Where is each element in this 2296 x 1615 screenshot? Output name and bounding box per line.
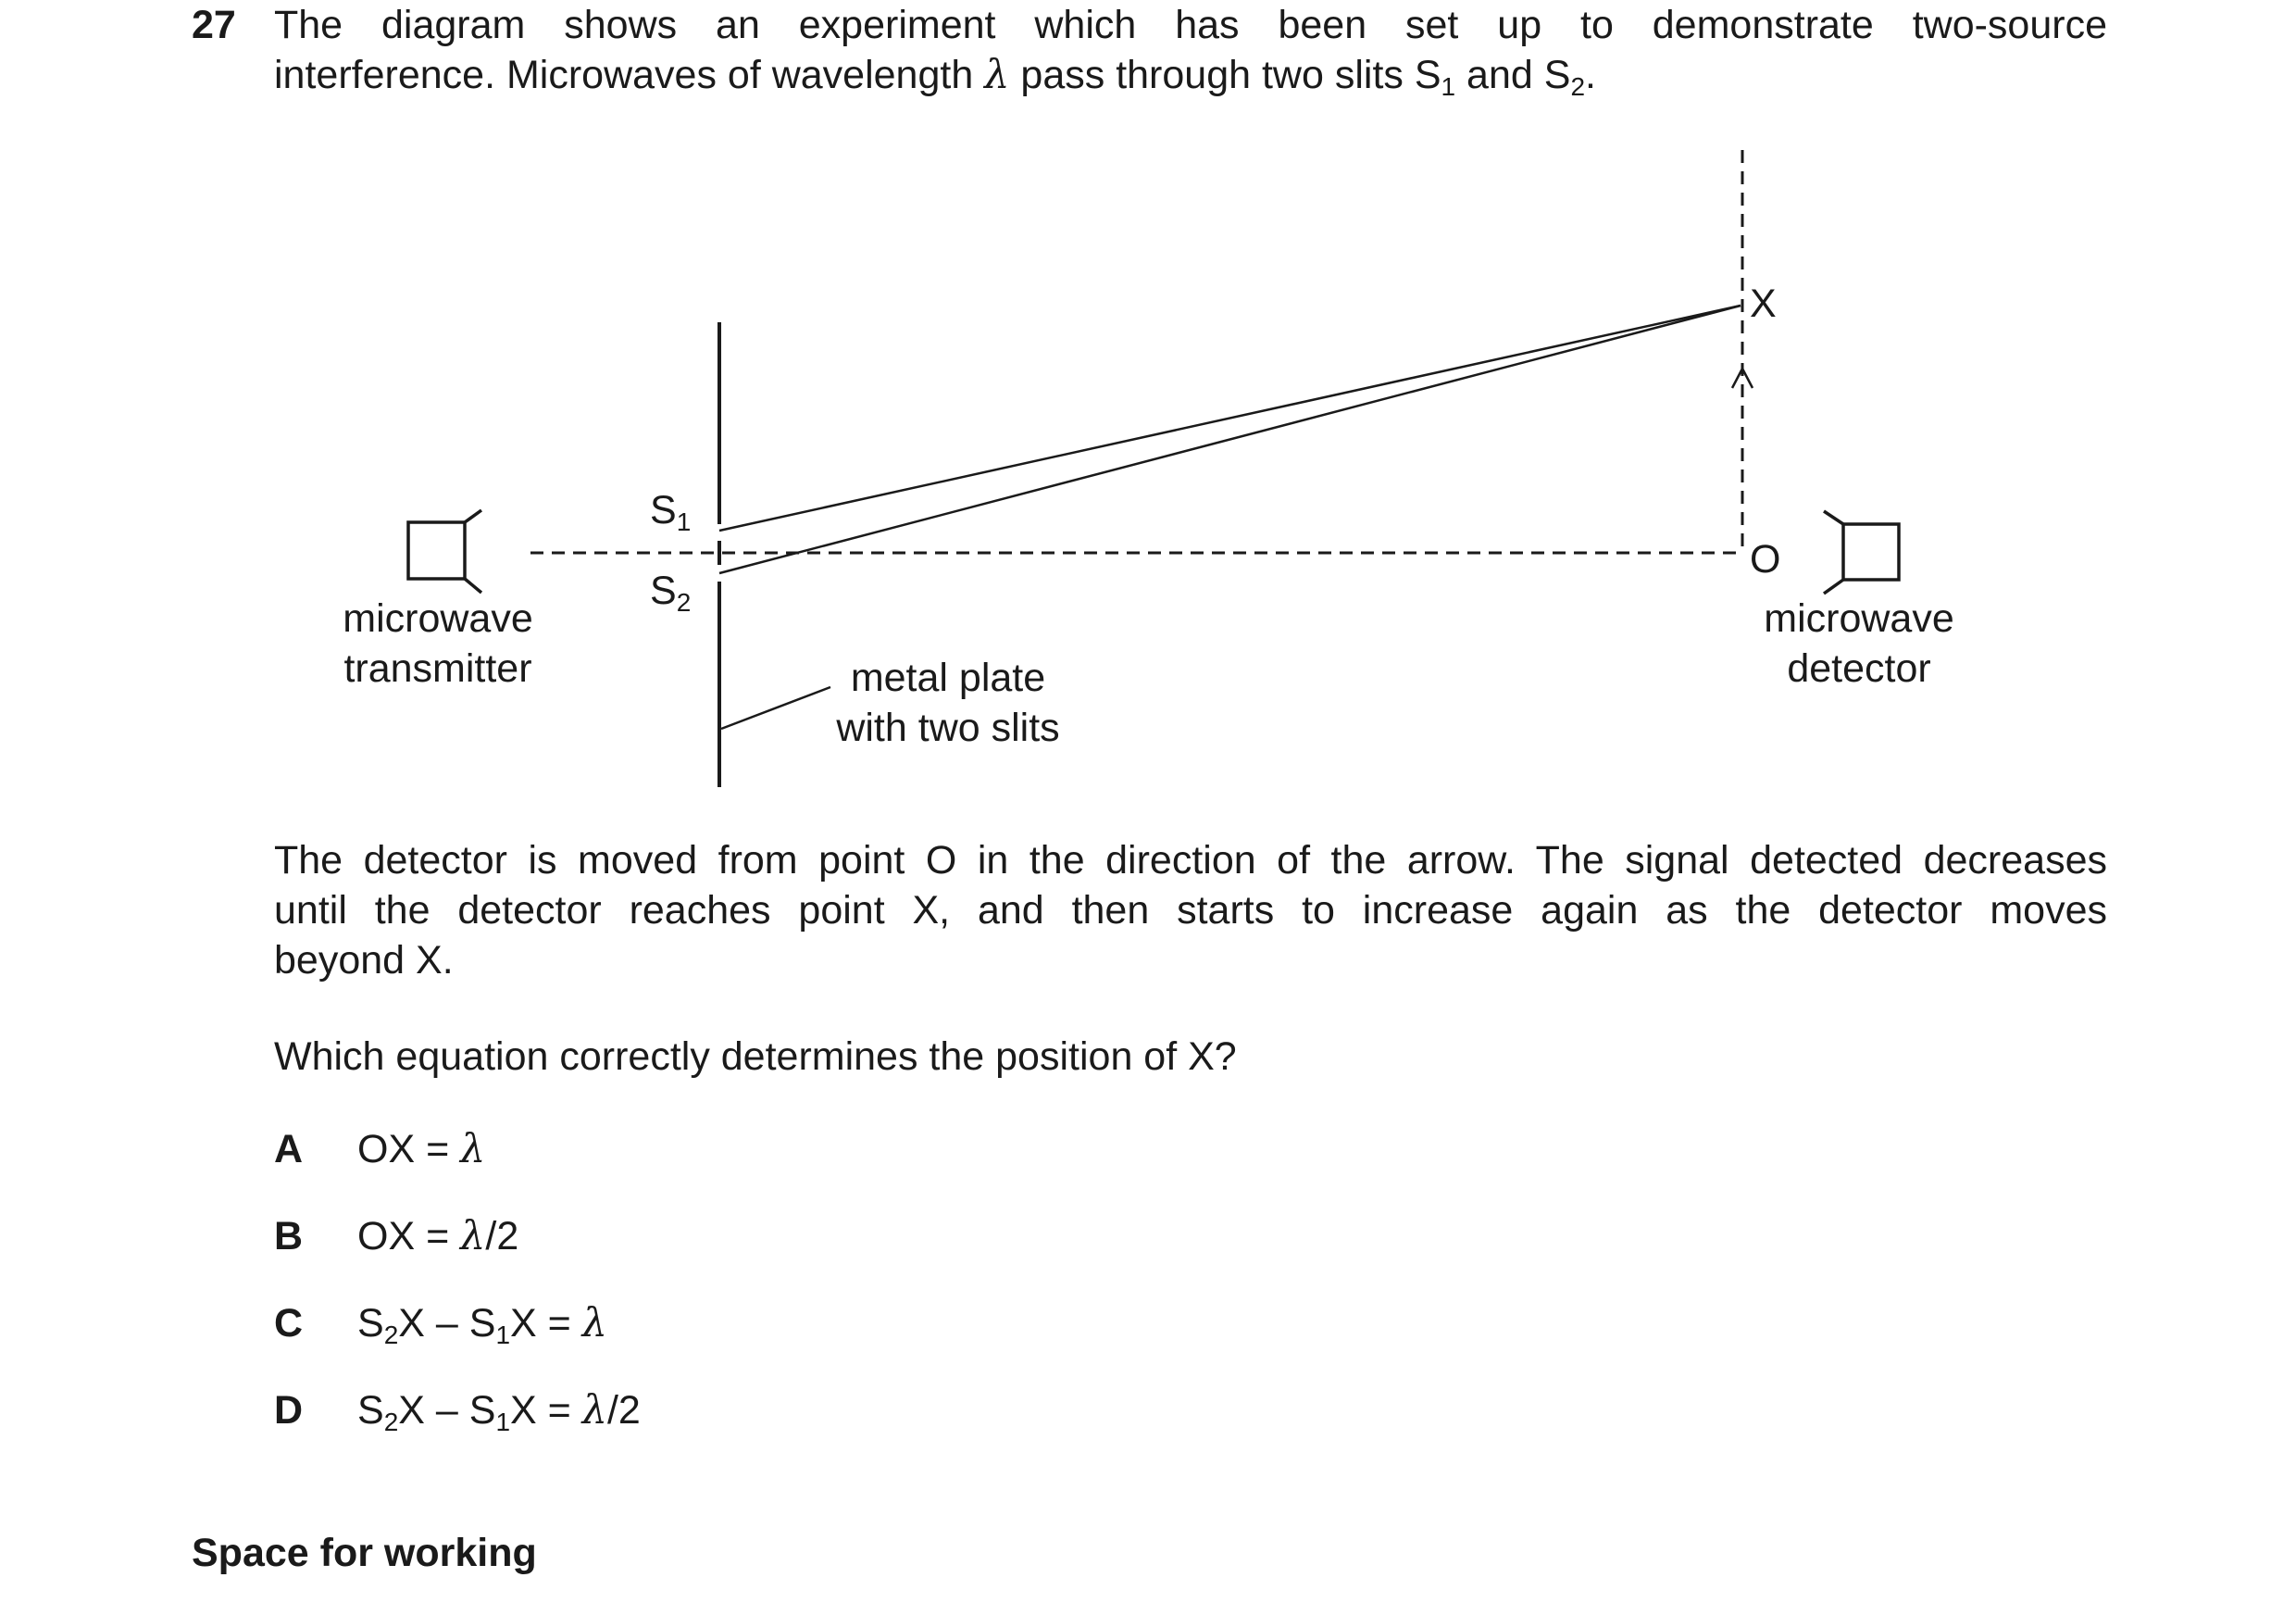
detector-label-2: detector (1787, 646, 1931, 691)
transmitter-label-2: transmitter (343, 646, 532, 691)
question-number: 27 (192, 3, 236, 47)
point-o-label: O (1750, 537, 1781, 582)
option-mid: X – S (398, 1388, 496, 1433)
transmitter-icon (408, 510, 481, 593)
lambda-symbol: λ (581, 1387, 607, 1433)
intro-text-a: interference. Microwaves of wavelength (274, 53, 985, 97)
subscript-1: 1 (1441, 72, 1456, 101)
intro-text-d: . (1585, 53, 1596, 97)
option-d[interactable] (274, 1385, 641, 1435)
point-x-label: X (1750, 282, 1777, 326)
movement-paragraph (274, 835, 2107, 985)
transmitter-label-1: microwave (343, 596, 533, 641)
option-letter: B (274, 1214, 304, 1258)
lambda-symbol: λ (984, 52, 1010, 98)
question-prompt: Which equation correctly determines the position of X? (274, 1034, 1237, 1079)
subscript: 1 (495, 1321, 511, 1349)
movement-line-1: The detector is moved from point O in the direction of the arrow. The signal detected decreases (274, 838, 2107, 883)
option-letter: C (274, 1301, 304, 1346)
subscript: 2 (383, 1408, 399, 1436)
lambda-symbol: λ (581, 1300, 607, 1346)
option-end: X = (510, 1301, 582, 1346)
option-letter: A (274, 1127, 304, 1171)
option-c[interactable] (274, 1298, 607, 1348)
lambda-symbol: λ (460, 1213, 486, 1259)
detector-label-1: microwave (1764, 596, 1954, 641)
option-divisor: /2 (606, 1388, 641, 1433)
plate-label-2: with two slits (836, 706, 1060, 750)
plate-label-1: metal plate (850, 656, 1046, 700)
space-for-working-label: Space for working (192, 1531, 537, 1575)
option-text: OX = (357, 1214, 461, 1258)
option-letter: D (274, 1388, 304, 1433)
option-mid: X – S (398, 1301, 496, 1346)
option-a[interactable] (274, 1124, 485, 1174)
intro-text-b: pass through two slits S (1009, 53, 1441, 97)
intro-text-c: and S (1455, 53, 1571, 97)
subscript: 2 (383, 1321, 399, 1349)
subscript-2: 2 (1570, 72, 1586, 101)
intro-line-1: The diagram shows an experiment which has been set up to demonstrate two-source (274, 3, 2107, 47)
slit-s2-label: S2 (650, 569, 692, 617)
option-end: X = (510, 1388, 582, 1433)
lambda-symbol: λ (460, 1126, 486, 1172)
movement-line-3: beyond X. (274, 938, 454, 983)
detector-icon (1824, 511, 1899, 594)
plate-leader-line (721, 687, 830, 729)
path-s1-to-x (719, 306, 1741, 531)
path-s2-to-x (719, 306, 1741, 573)
option-s: S (357, 1388, 384, 1433)
option-s: S (357, 1301, 384, 1346)
option-divisor: /2 (485, 1214, 519, 1258)
slit-s1-label: S1 (650, 488, 692, 536)
option-text: OX = (357, 1127, 461, 1171)
option-b[interactable] (274, 1211, 518, 1261)
movement-line-2: until the detector reaches point X, and then starts to increase again as the detector moves (274, 888, 2107, 933)
subscript: 1 (495, 1408, 511, 1436)
